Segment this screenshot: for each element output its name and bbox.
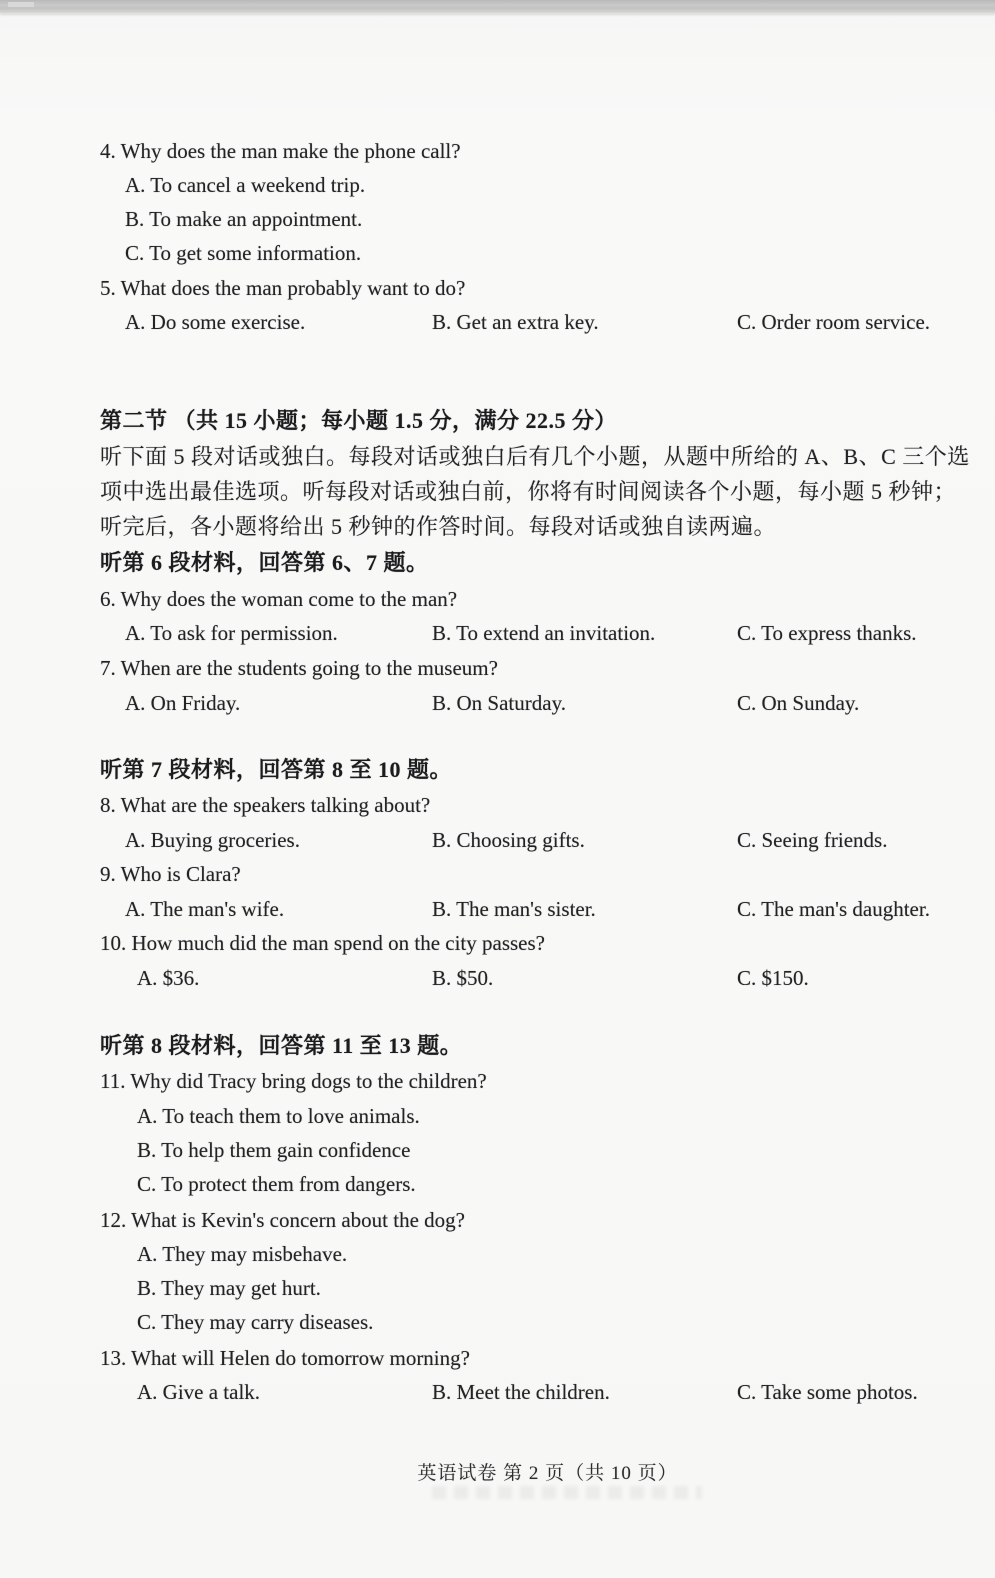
question-10-option-a: A. $36. [137, 966, 200, 990]
question-10-option-c: C. $150. [737, 966, 809, 990]
question-5-option-a: A. Do some exercise. [125, 310, 306, 334]
question-12: 12. What is Kevin's concern about the dog? [100, 1208, 465, 1232]
question-6-options [100, 620, 967, 648]
question-12-option-b: B. They may get hurt. [137, 1276, 321, 1300]
instructions-line-3: 听完后，各小题将给出 5 秒钟的作答时间。每段对话或独自读两遍。 [100, 514, 777, 539]
question-13-options [100, 1379, 967, 1407]
question-7-option-a: A. On Friday. [125, 691, 241, 715]
question-12-option-c: C. They may carry diseases. [137, 1310, 374, 1334]
question-9-option-a: A. The man's wife. [125, 897, 285, 921]
instructions-line-1: 听下面 5 段对话或独白。每段对话或独白后有几个小题，从题中所给的 A、B、C 三个选 [100, 444, 970, 469]
question-8-option-a: A. Buying groceries. [125, 828, 300, 852]
question-9-option-b: B. The man's sister. [432, 897, 596, 921]
question-7: 7. When are the students going to the museum? [100, 656, 498, 680]
question-4: 4. Why does the man make the phone call? [100, 139, 461, 163]
question-9-option-c: C. The man's daughter. [737, 897, 930, 921]
question-11-option-a: A. To teach them to love animals. [137, 1104, 420, 1128]
question-8-option-c: C. Seeing friends. [737, 828, 888, 852]
question-10: 10. How much did the man spend on the city passes? [100, 931, 545, 955]
question-8-option-b: B. Choosing gifts. [432, 828, 585, 852]
question-8-options [100, 827, 967, 855]
question-7-option-b: B. On Saturday. [432, 691, 566, 715]
page-footer: 英语试卷 第 2 页（共 10 页） [417, 1463, 678, 1484]
question-11-option-b: B. To help them gain confidence [137, 1138, 411, 1162]
question-7-option-c: C. On Sunday. [737, 691, 860, 715]
bleed-through-ghost-text [432, 1486, 702, 1499]
question-4-option-c: C. To get some information. [125, 241, 362, 265]
question-11-option-c: C. To protect them from dangers. [137, 1172, 416, 1196]
question-11: 11. Why did Tracy bring dogs to the children? [100, 1069, 487, 1093]
question-6: 6. Why does the woman come to the man? [100, 587, 458, 611]
material-7-heading: 听第 7 段材料，回答第 8 至 10 题。 [100, 757, 453, 782]
question-4-option-b: B. To make an appointment. [125, 207, 363, 231]
question-13-option-b: B. Meet the children. [432, 1380, 610, 1404]
question-13-option-a: A. Give a talk. [137, 1380, 261, 1404]
question-13: 13. What will Helen do tomorrow morning? [100, 1346, 470, 1370]
question-10-option-b: B. $50. [432, 966, 494, 990]
question-8: 8. What are the speakers talking about? [100, 793, 431, 817]
question-5-option-c: C. Order room service. [737, 310, 931, 334]
instructions-line-2: 项中选出最佳选项。听每段对话或独白前，你将有时间阅读各个小题，每小题 5 秒钟； [100, 479, 957, 504]
material-8-heading: 听第 8 段材料，回答第 11 至 13 题。 [100, 1033, 463, 1058]
question-7-options [100, 690, 967, 718]
scan-top-edge [0, 0, 995, 14]
question-6-option-c: C. To express thanks. [737, 621, 917, 645]
question-6-option-b: B. To extend an invitation. [432, 621, 656, 645]
question-5-options [100, 309, 967, 337]
question-12-option-a: A. They may misbehave. [137, 1242, 348, 1266]
question-5-option-b: B. Get an extra key. [432, 310, 599, 334]
question-10-options [100, 965, 967, 993]
question-13-option-c: C. Take some photos. [737, 1380, 918, 1404]
question-5: 5. What does the man probably want to do? [100, 276, 466, 300]
section-2-heading: 第二节 （共 15 小题；每小题 1.5 分，满分 22.5 分） [100, 408, 618, 433]
question-4-option-a: A. To cancel a weekend trip. [125, 173, 366, 197]
material-6-heading: 听第 6 段材料，回答第 6、7 题。 [100, 550, 429, 575]
question-9: 9. Who is Clara? [100, 862, 241, 886]
question-6-option-a: A. To ask for permission. [125, 621, 338, 645]
question-9-options [100, 896, 967, 924]
